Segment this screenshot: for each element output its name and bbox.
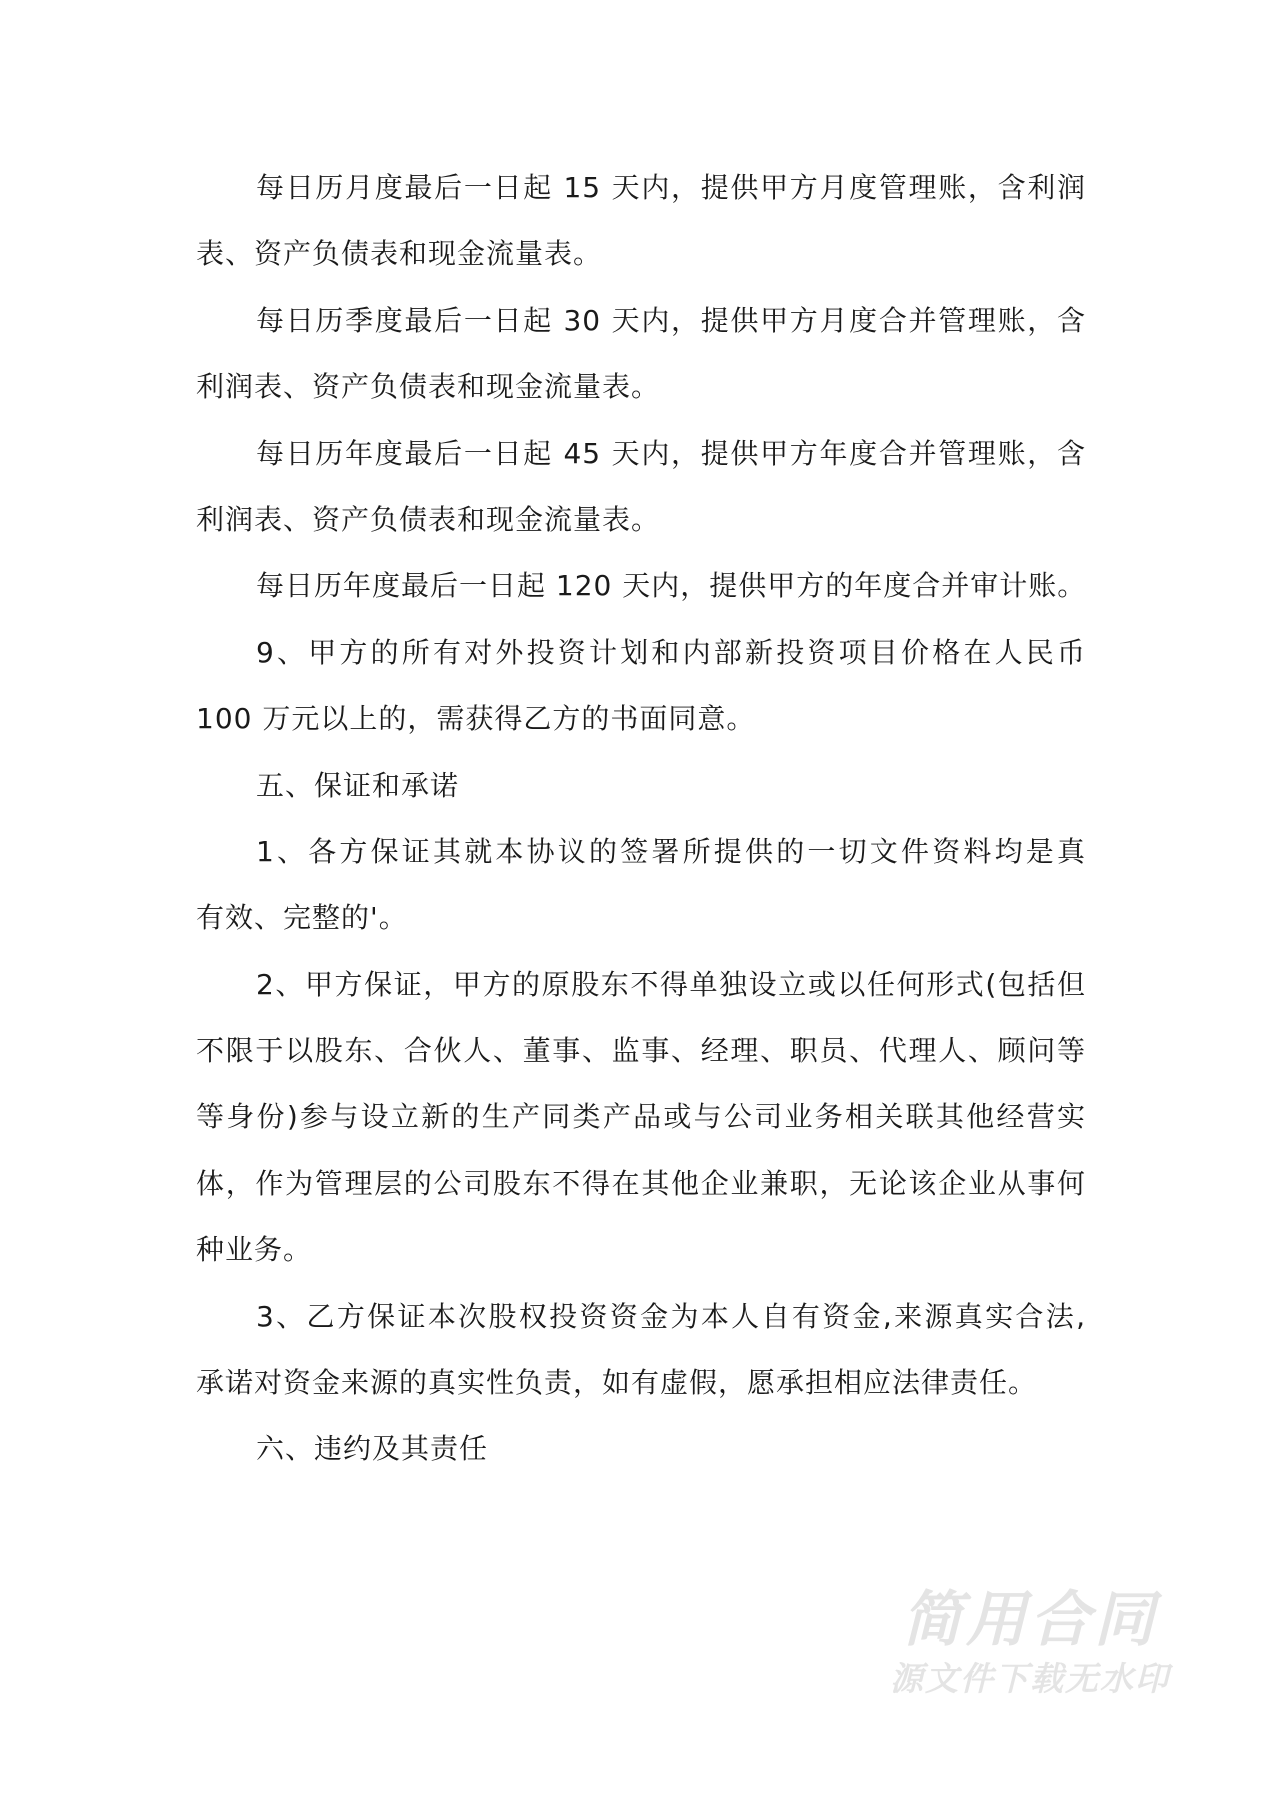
- text-line: 六、违约及其责任: [256, 1432, 489, 1466]
- paragraph: [196, 952, 1086, 1284]
- document-body: [196, 155, 1086, 1483]
- paragraph: [196, 1284, 1086, 1417]
- paragraph: [196, 553, 1086, 619]
- text-line: 100 万元以上的，需获得乙方的书面同意。: [196, 702, 756, 736]
- text-line: 不限于以股东、合伙人、董事、监事、经理、职员、代理人、顾问等: [196, 1034, 1086, 1068]
- paragraph: [196, 421, 1086, 554]
- text-line: 每日历季度最后一日起 30 天内，提供甲方月度合并管理账，含: [256, 303, 1086, 337]
- paragraph: [196, 288, 1086, 421]
- text-line: 每日历年度最后一日起 120 天内，提供甲方的年度合并审计账。: [256, 569, 1087, 603]
- text-line: 每日历年度最后一日起 45 天内，提供甲方年度合并管理账，含: [256, 436, 1086, 470]
- paragraph: [196, 620, 1086, 753]
- paragraph: [196, 819, 1086, 952]
- watermark-logo: [880, 1585, 1180, 1703]
- paragraph: [196, 753, 1086, 819]
- text-line: 1、各方保证其就本协议的签署所提供的一切文件资料均是真: [256, 834, 1086, 868]
- text-line: 9、甲方的所有对外投资计划和内部新投资项目价格在人民币: [256, 635, 1086, 669]
- text-line: 种业务。: [196, 1233, 313, 1267]
- text-line: 承诺对资金来源的真实性负责，如有虚假，愿承担相应法律责任。: [196, 1366, 1038, 1400]
- text-line: 表、资产负债表和现金流量表。: [196, 237, 603, 271]
- text-line: 3、乙方保证本次股权投资资金为本人自有资金,来源真实合法,: [256, 1299, 1086, 1333]
- text-line: 2、甲方保证，甲方的原股东不得单独设立或以任何形式(包括但: [256, 967, 1086, 1001]
- text-line: 体，作为管理层的公司股东不得在其他企业兼职，无论该企业从事何: [196, 1166, 1086, 1200]
- text-line: 每日历月度最后一日起 15 天内，提供甲方月度管理账，含利润: [256, 171, 1086, 204]
- watermark-subtitle: 源文件下载无水印: [890, 1659, 1170, 1698]
- text-line: 等身份)参与设立新的生产同类产品或与公司业务相关联其他经营实: [196, 1100, 1086, 1134]
- watermark-title: 简用合同: [902, 1585, 1158, 1655]
- text-line: 利润表、资产负债表和现金流量表。: [196, 502, 661, 536]
- text-line: 五、保证和承诺: [256, 768, 460, 802]
- text-line: 有效、完整的'。: [196, 901, 408, 935]
- paragraph: [196, 1416, 1086, 1482]
- paragraph: [196, 155, 1086, 288]
- text-line: 利润表、资产负债表和现金流量表。: [196, 370, 661, 404]
